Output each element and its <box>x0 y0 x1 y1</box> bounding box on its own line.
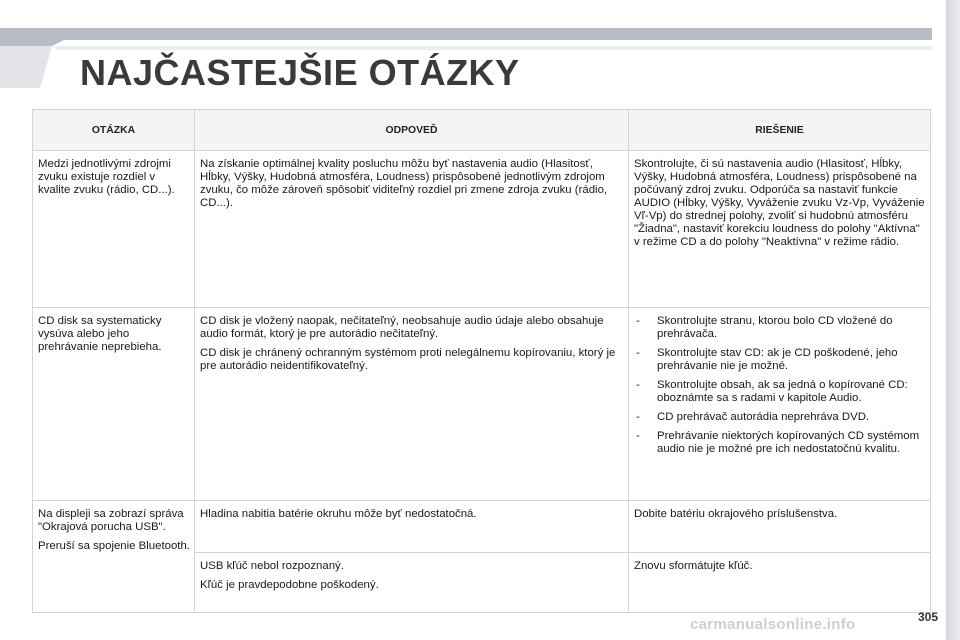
answer-text: CD disk je chránený ochranným systémom proti nelegálnemu kopírovaniu, ktorý je pre autorádio neidentifikovateľný. <box>200 347 616 372</box>
question-text: Na displeji sa zobrazí správa "Okrajová porucha USB". <box>38 508 184 533</box>
watermark: carmanualsonline.info <box>690 616 856 633</box>
question-cell <box>33 501 195 613</box>
solution-cell <box>629 553 931 613</box>
solution-text: Skontrolujte, či sú nastavenia audio (Hlasitosť, Hĺbky, Výšky, Hudobná atmosféra, Loudness) prispôsobené na počúvaný zdroj zvuku. Odporúča sa nastaviť funkcie AUDIO (Hĺbky, Výšky, Vyváženie zvuku Vz-Vp, Vyváženie Vľ-Vp) do strednej polohy, zvoliť si hudobnú atmosféru "Žiadna", nastaviť korekciu loudness do polohy "Aktívna" v režime CD a do polohy "Neaktívna" v režime rádio. <box>634 158 925 248</box>
solution-list-item: - Prehrávanie niektorých kopírovaných CD systémom audio nie je možné pre ich nedostatočnú kvalitu. <box>634 430 926 456</box>
solution-cell <box>629 151 931 308</box>
solution-text: Znovu sformátujte kľúč. <box>634 560 753 572</box>
faq-table <box>32 109 931 613</box>
solution-list-item: - Skontrolujte stranu, ktorou bolo CD vložené do prehrávača. <box>634 315 926 341</box>
answer-text: Kľúč je pravdepodobne poškodený. <box>200 579 379 591</box>
answer-cell <box>195 151 629 308</box>
column-header-answer: ODPOVEĎ <box>195 110 629 151</box>
solution-cell <box>629 308 931 501</box>
answer-text: USB kľúč nebol rozpoznaný. <box>200 560 344 572</box>
answer-text: Na získanie optimálnej kvality posluchu môžu byť nastavenia audio (Hlasitosť, Hĺbky, Výšky, Hudobná atmosféra, Loudness) prispôsobené jednotlivým zdrojom zvuku, čo môže zároveň spôsobiť viditeľný rozdiel pri zmene zdroja zvuku (rádio, CD...). <box>200 158 608 209</box>
solution-list-item: - Skontrolujte stav CD: ak je CD poškodené, jeho prehrávanie nie je možné. <box>634 347 926 373</box>
question-text: Preruší sa spojenie Bluetooth. <box>38 540 190 552</box>
answer-cell <box>195 501 629 553</box>
answer-cell <box>195 308 629 501</box>
question-cell <box>33 308 195 501</box>
table-row <box>33 501 931 553</box>
column-header-question: OTÁZKA <box>33 110 195 151</box>
table-header-row <box>33 110 931 151</box>
table-row <box>33 151 931 308</box>
page-edge-strip <box>946 0 960 640</box>
table-row <box>33 308 931 501</box>
solution-list-item: - CD prehrávač autorádia neprehráva DVD. <box>634 411 926 424</box>
solution-text: Dobite batériu okrajového príslušenstva. <box>634 508 838 520</box>
column-header-solution: RIEŠENIE <box>629 110 931 151</box>
solution-list-item: - Skontrolujte obsah, ak sa jedná o kopírované CD: oboznámte sa s radami v kapitole Audio. <box>634 379 926 405</box>
question-text: CD disk sa systematicky vysúva alebo jeho prehrávanie neprebieha. <box>38 315 162 353</box>
page-number: 305 <box>917 610 938 624</box>
solution-list <box>634 315 926 456</box>
solution-cell <box>629 501 931 553</box>
answer-cell <box>195 553 629 613</box>
page-title: NAJČASTEJŠIE OTÁZKY <box>80 52 520 93</box>
answer-text: Hladina nabitia batérie okruhu môže byť nedostatočná. <box>200 508 477 520</box>
question-cell <box>33 151 195 308</box>
answer-text: CD disk je vložený naopak, nečitateľný, neobsahuje audio údaje alebo obsahuje audio formát, ktorý je pre autorádio nečitateľný. <box>200 315 604 340</box>
question-text: Medzi jednotlivými zdrojmi zvuku existuje rozdiel v kvalite zvuku (rádio, CD...). <box>38 158 175 196</box>
